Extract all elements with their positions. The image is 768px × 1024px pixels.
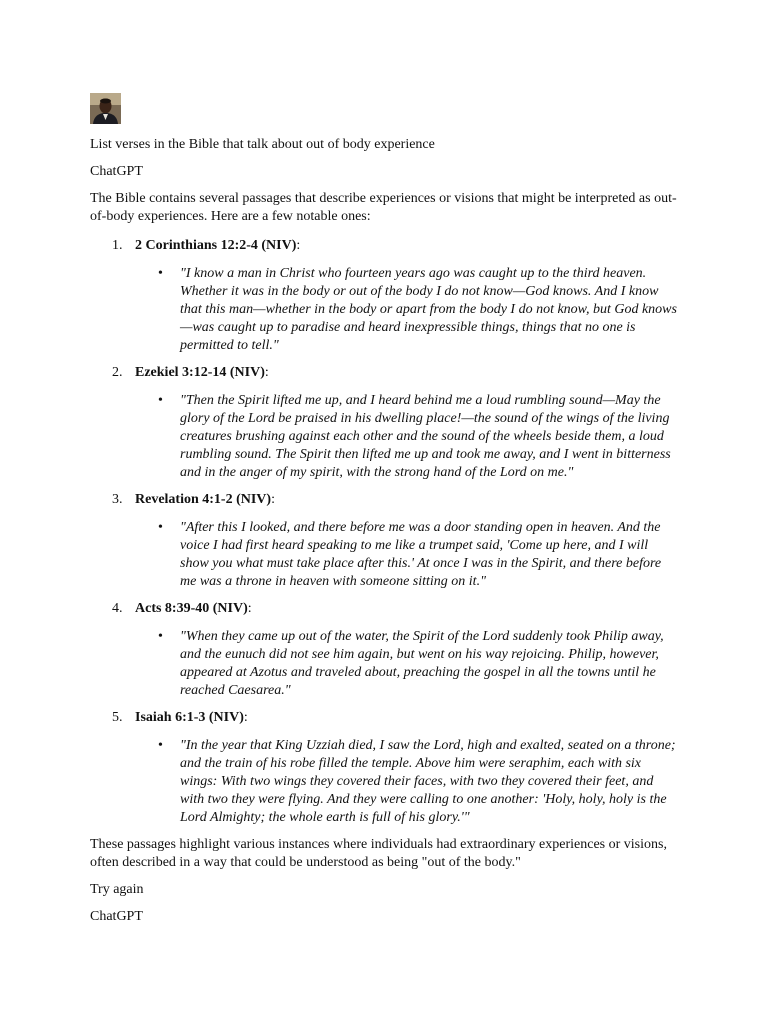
- verse-colon: :: [271, 492, 275, 507]
- verse-quote: [135, 265, 680, 355]
- bullet-icon: •: [158, 738, 163, 753]
- conversation-export: [90, 93, 680, 935]
- verse-reference: Acts 8:39-40 (NIV): [135, 601, 248, 616]
- verse-quote-list: [135, 628, 680, 700]
- verse-number: 3.: [112, 492, 123, 507]
- verse-colon: :: [296, 238, 301, 253]
- verse-number: 5.: [112, 710, 123, 725]
- bullet-icon: •: [158, 266, 163, 281]
- verse-quote: [135, 737, 680, 827]
- verse-quote-text: "After this I looked, and there before me was a door standing open in heaven. And the voice I had first heard speaking to me like a trumpet said, 'Come up here, and I will show you what must take place after this.' At once I was in the Spirit, and there before me was a throne in heaven with someone sitting on it.": [180, 520, 662, 589]
- verse-item: [90, 709, 680, 827]
- verse-item: [90, 491, 680, 591]
- verse-quote-text: "In the year that King Uzziah died, I saw the Lord, high and exalted, seated on a throne; and the train of his robe filled the temple. Above him were seraphim, each with six wings: With two wings they covered their faces, with two they covered their feet, and with two they were flying. And they were calling to one another: 'Holy, holy, holy is the Lord Almighty; the whole earth is full of his glory.'": [180, 738, 676, 825]
- bullet-icon: •: [158, 520, 163, 535]
- verse-quote-list: [135, 737, 680, 827]
- verse-item: [90, 364, 680, 482]
- verse-list: [90, 237, 680, 827]
- bullet-icon: •: [158, 629, 163, 644]
- verse-colon: :: [247, 601, 252, 616]
- verse-quote: [135, 519, 680, 591]
- verse-item: [90, 237, 680, 355]
- user-avatar-image: [90, 93, 121, 124]
- response-intro: The Bible contains several passages that describe experiences or visions that might be interpreted as out-of-body experiences. Here are a few notable ones:: [90, 191, 677, 224]
- assistant-name: ChatGPT: [90, 164, 143, 179]
- verse-number: 1.: [112, 238, 123, 253]
- user-prompt: List verses in the Bible that talk about out of body experience: [90, 137, 435, 152]
- verse-quote-text: "I know a man in Christ who fourteen years ago was caught up to the third heaven. Whether it was in the body or out of the body I do not know—God knows. And I know that this man—whether in the body or apart from the body I do not know, but God knows—was caught up to paradise and heard inexpressible things, things that no one is permitted to tell.": [180, 266, 677, 353]
- verse-colon: :: [243, 710, 248, 725]
- bullet-icon: •: [158, 393, 163, 408]
- assistant-name-2: ChatGPT: [90, 909, 143, 924]
- try-again-link[interactable]: Try again: [90, 882, 144, 897]
- verse-quote-list: [135, 519, 680, 591]
- verse-reference: 2 Corinthians 12:2-4 (NIV): [135, 238, 297, 253]
- verse-colon: :: [264, 365, 269, 380]
- verse-reference: Isaiah 6:1-3 (NIV): [135, 710, 244, 725]
- user-avatar: [90, 93, 121, 124]
- verse-item: [90, 600, 680, 700]
- verse-quote-text: "When they came up out of the water, the Spirit of the Lord suddenly took Philip away, and the eunuch did not see him again, but went on his way rejoicing. Philip, however, appeared at Azotus and traveled about, preaching the gospel in all the towns until he reached Caesarea.": [180, 629, 664, 698]
- verse-number: 2.: [112, 365, 123, 380]
- verse-reference: Revelation 4:1-2 (NIV): [135, 492, 272, 507]
- verse-quote: [135, 628, 680, 700]
- verse-quote: [135, 392, 680, 482]
- verse-reference: Ezekiel 3:12-14 (NIV): [135, 365, 265, 380]
- verse-quote-list: [135, 265, 680, 355]
- verse-quote-list: [135, 392, 680, 482]
- verse-number: 4.: [112, 601, 123, 616]
- response-conclusion: These passages highlight various instances where individuals had extraordinary experiences or visions, often described in a way that could be understood as being "out of the body.": [90, 837, 667, 870]
- verse-quote-text: "Then the Spirit lifted me up, and I heard behind me a loud rumbling sound—May the glory of the Lord be praised in his dwelling place!—the sound of the wings of the living creatures brushing against each other and the sound of the wheels beside them, a loud rumbling sound. The Spirit then lifted me up and took me away, and I went in bitterness and in the anger of my spirit, with the strong hand of the Lord on me.": [180, 393, 671, 480]
